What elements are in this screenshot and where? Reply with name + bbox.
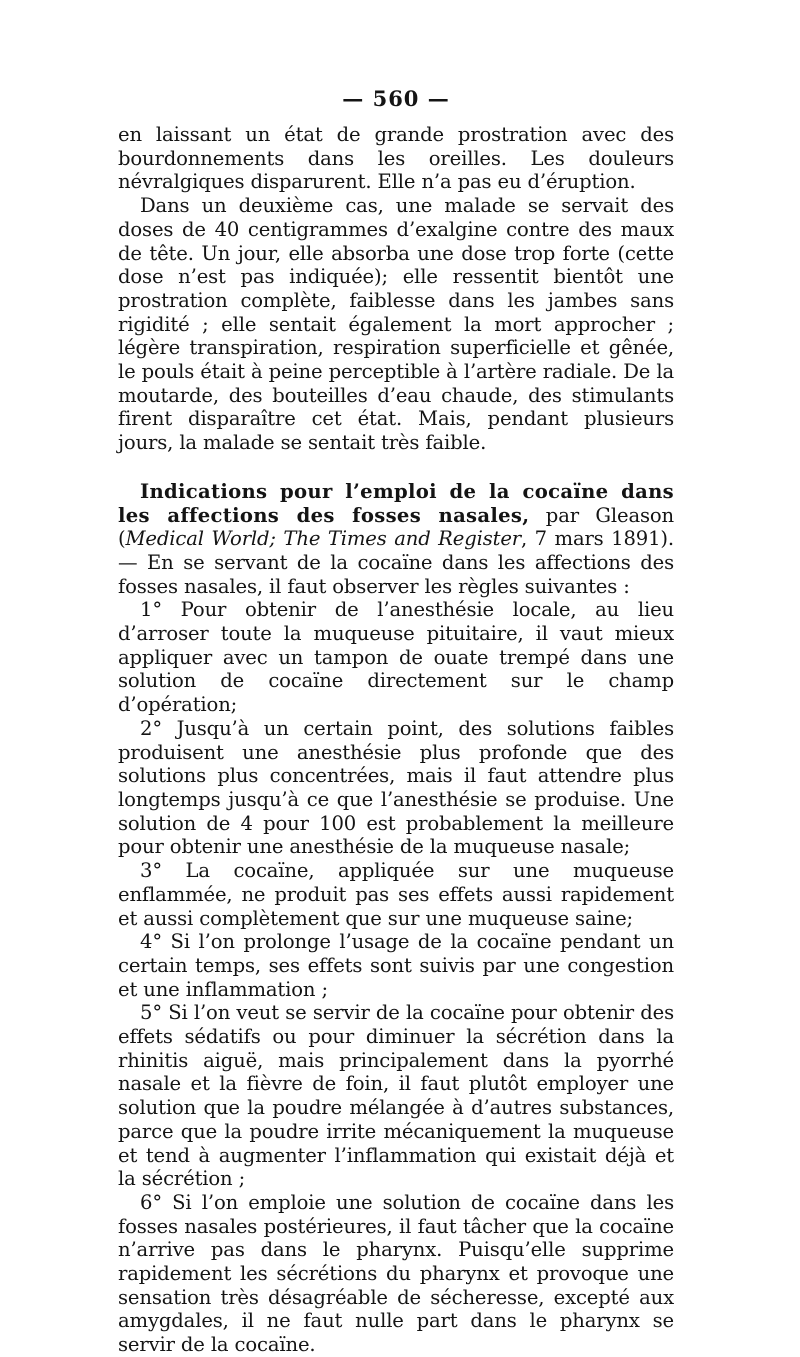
section-citation: Medical World; The Times and Register xyxy=(125,527,521,551)
section-author: par Gleason ( xyxy=(118,503,674,551)
rule-3: 3° La cocaïne, appliquée sur une muqueuse enflammée, ne produit pas ses effets aussi rapidement et aussi complètement que sur une muqueuse saine; xyxy=(118,859,674,930)
book-page xyxy=(118,86,674,1357)
page-number: — 560 — xyxy=(342,86,450,111)
section-title: Indications pour l’emploi de la cocaïne dans les affections des fosses nasales, xyxy=(118,479,674,527)
rule-5: 5° Si l’on veut se servir de la cocaïne pour obtenir des effets sédatifs ou pour diminuer la sécrétion dans la rhinitis aiguë, mais principalement dans la pyorrhé nasale et la fièvre de foin, il faut plutôt employer une solution que la poudre mélangée à d’autres substances, parce que la poudre irrite mécaniquement la muqueuse et tend à augmenter l’inflammation qui existait déjà et la sécrétion ; xyxy=(118,1001,674,1191)
rule-4: 4° Si l’on prolonge l’usage de la cocaïne pendant un certain temps, ses effets sont suivis par une congestion et une inflammation ; xyxy=(118,930,674,1001)
paragraph-second-case: Dans un deuxième cas, une malade se servait des doses de 40 centigrammes d’exalgine contre des maux de tête. Un jour, elle absorba une dose trop forte (cette dose n’est pas indiquée); elle ressentit bientôt une prostration complète, faiblesse dans les jambes sans rigidité ; elle sentait également la mort approcher ; légère transpiration, respiration superficielle et gênée, le pouls était à peine perceptible à l’artère radiale. De la moutarde, des bouteilles d’eau chaude, des stimulants firent disparaître cet état. Mais, pendant plusieurs jours, la malade se sentait très faible. xyxy=(118,194,674,455)
rule-2: 2° Jusqu’à un certain point, des solutions faibles produisent une anesthésie plus profonde que des solutions plus concentrées, mais il faut attendre plus longtemps jusqu’à ce que l’anesthésie se produise. Une solution de 4 pour 100 est probablement la meilleure pour obtenir une anesthésie de la muqueuse nasale; xyxy=(118,716,674,859)
rule-6: 6° Si l’on emploie une solution de cocaïne dans les fosses nasales postérieures, il faut tâcher que la cocaïne n’arrive pas dans le pharynx. Puisqu’elle supprime rapidement les sécrétions du pharynx et provoque une sensation très désagréable de sécheresse, excepté aux amygdales, il ne faut nulle part dans le pharynx se servir de la cocaïne. xyxy=(118,1190,674,1357)
rule-1: 1° Pour obtenir de l’anesthésie locale, au lieu d’arroser toute la muqueuse pituitaire, il vaut mieux appliquer avec un tampon de ouate trempé dans une solution de cocaïne directement sur le champ d’opération; xyxy=(118,598,674,717)
paragraph-continuation: en laissant un état de grande prostration avec des bourdonnements dans les oreilles. Les douleurs névralgiques disparurent. Elle n’a pas eu d’éruption. xyxy=(118,123,674,194)
section-date: , 7 mars 1891). — En se servant de la cocaïne dans les affections des fosses nasales, il faut observer les règles suivantes : xyxy=(118,527,674,598)
section-paragraph xyxy=(118,480,674,599)
